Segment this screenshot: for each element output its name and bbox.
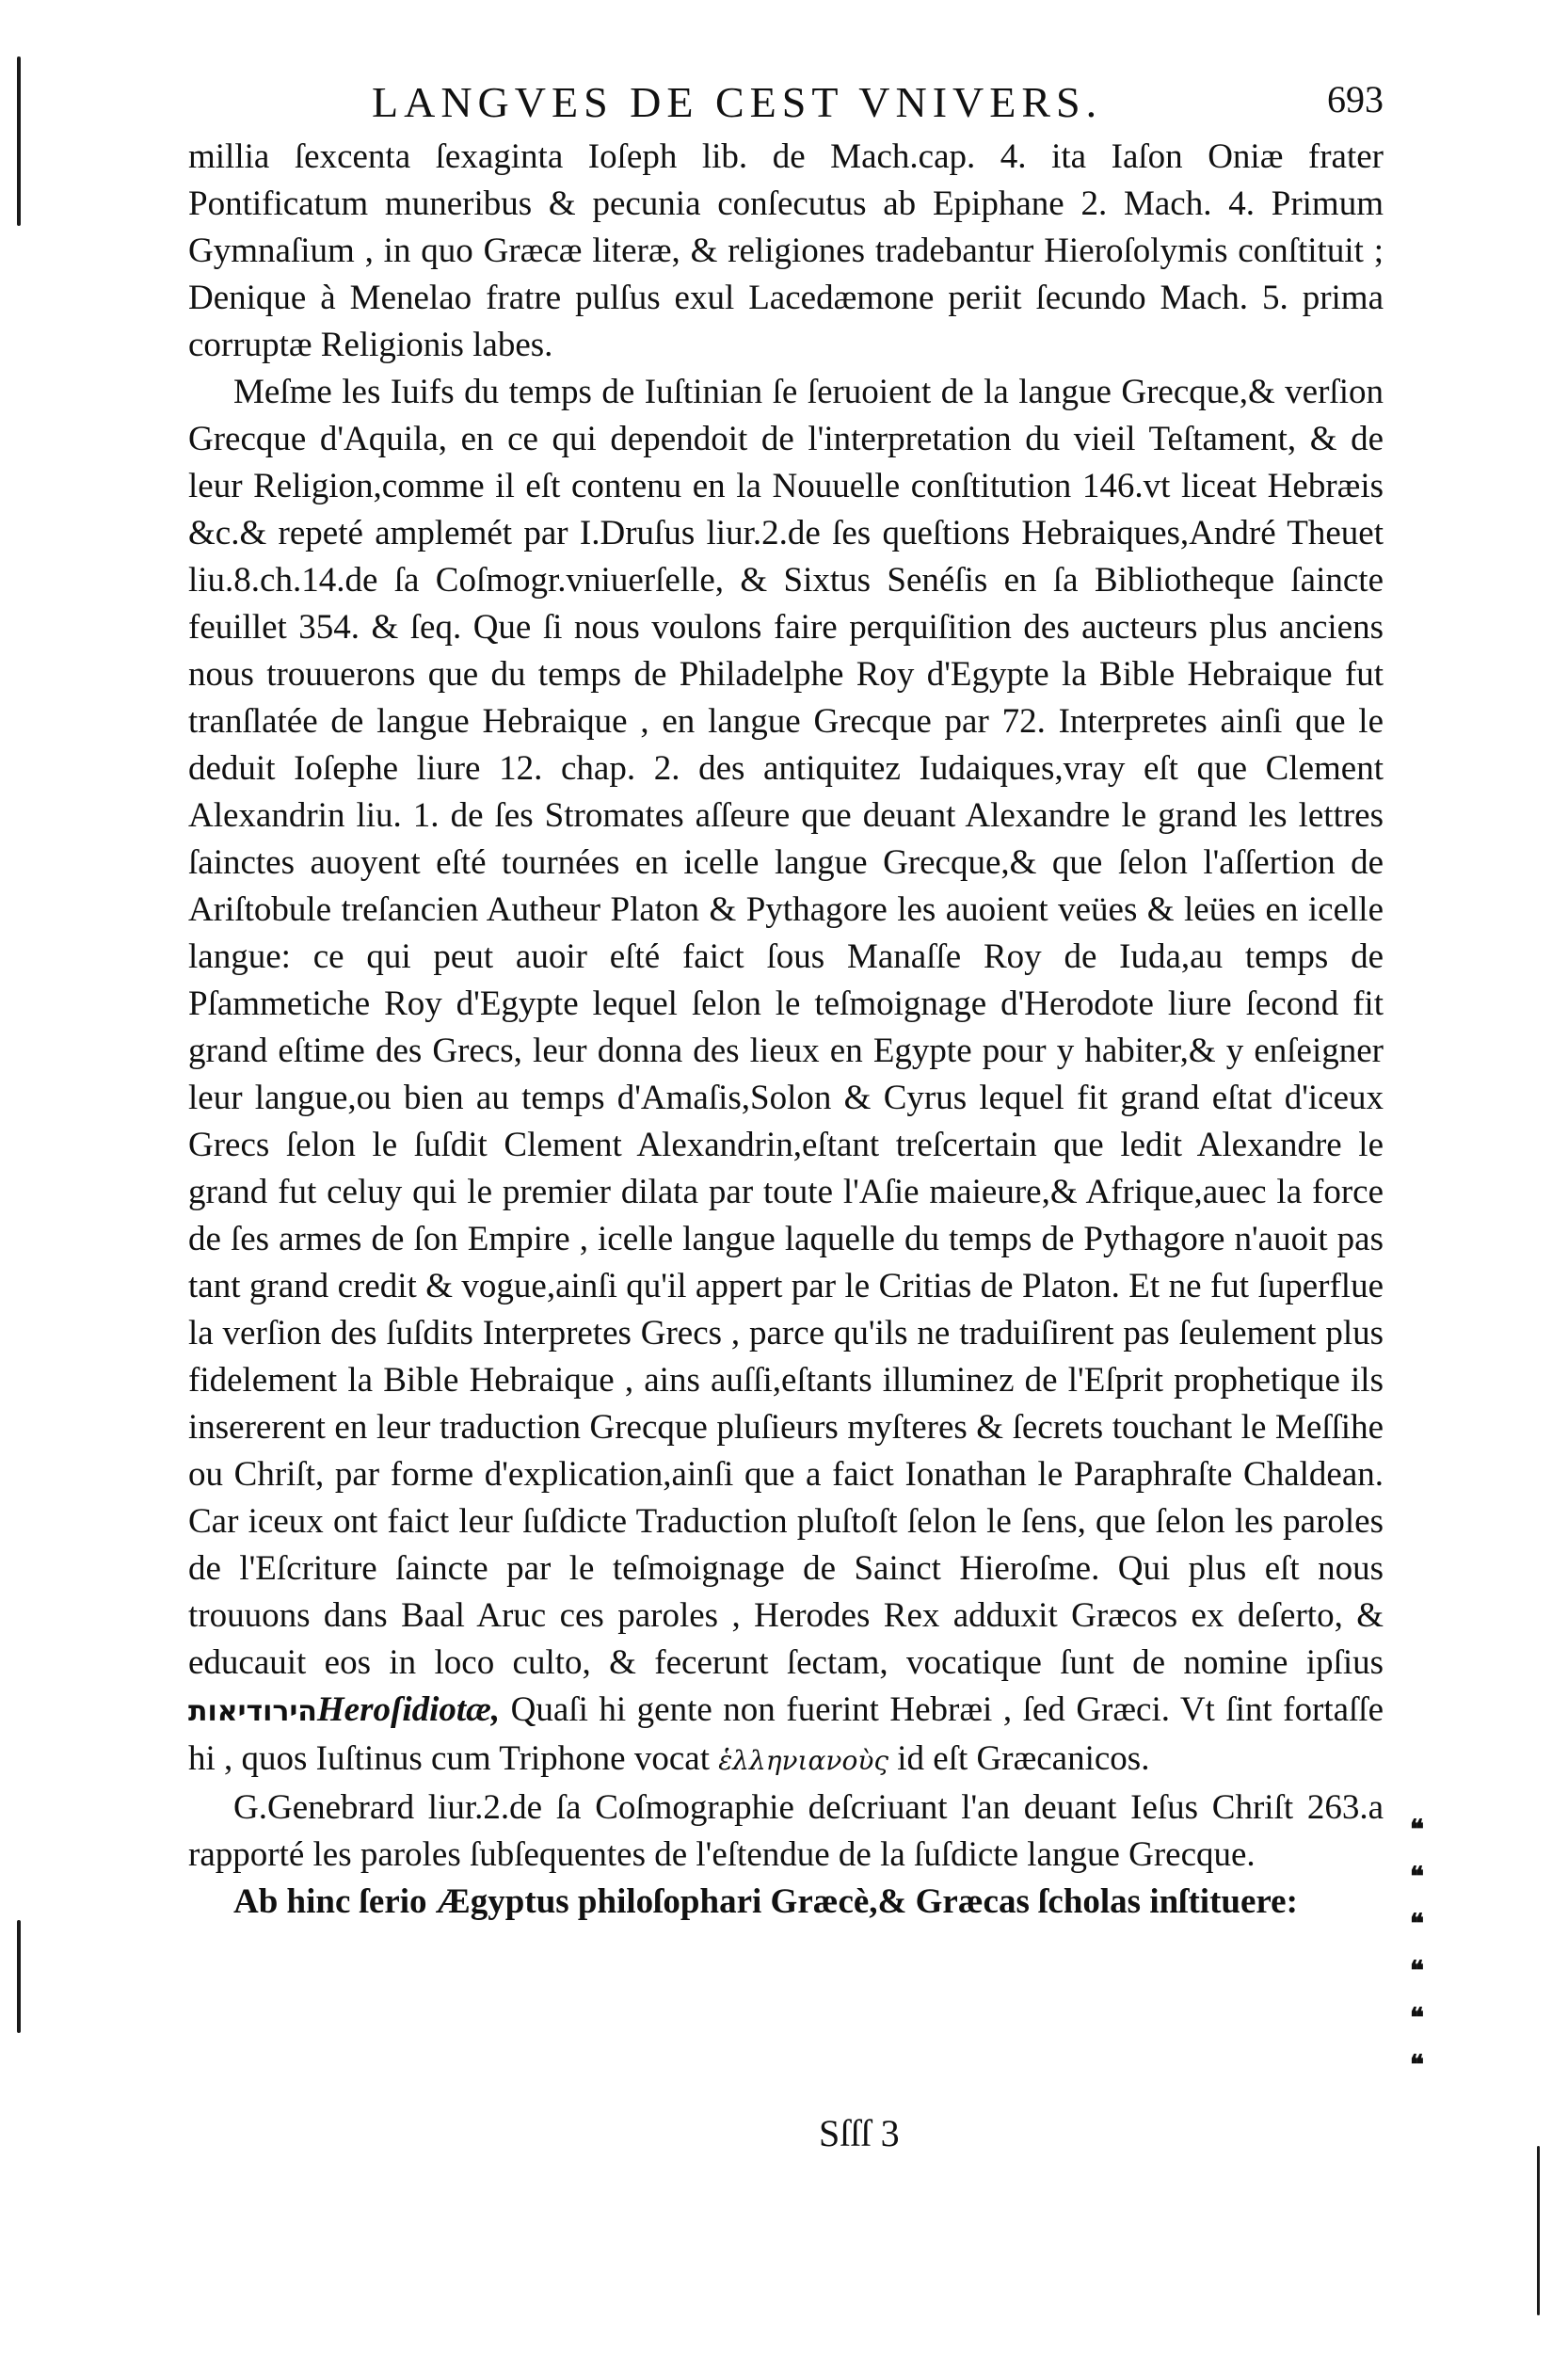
quote-mark: ❝	[1410, 1910, 1425, 1939]
book-page	[188, 66, 1425, 2080]
quote-part-c: id eſt Græcanicos.	[897, 1739, 1150, 1778]
paragraph-maccabees: millia ſexcenta ſexaginta Ioſeph lib. de Mach.cap. 4. ita Iaſon Oniæ frater Pontificatum muneribus & pecunia conſecutus ab Epiphane 2. Mach. 4. Primum Gymnaſium , in quo Græcæ literæ, & religiones tradebantur Hieroſolymis conſtituit ; Denique à Menelao fratre pulſus exul Lacedæmone periit ſecundo Mach. 5. prima corruptæ Religionis labes.	[188, 137, 1384, 364]
page-number: 693	[1327, 78, 1384, 120]
scan-edge-top-left	[17, 56, 21, 226]
quote-marks	[1410, 1807, 1438, 2089]
quote-mark: ❝	[1410, 2004, 1425, 2033]
quote-part-a: Herodes Rex adduxit Græcos ex deſerto, & educauit eos in loco culto, & fecerunt ſectam, vocatique ſunt de nomine ipſius	[188, 1596, 1384, 1682]
quote-lead: Qui plus eſt nous trouuons dans Baal Aruc ces paroles ,	[188, 1549, 1384, 1635]
paragraph-genebrard: G.Genebrard liur.2.de ſa Coſmographie deſcriuant l'an deuant Ieſus Chriſt 263.a rapporté les paroles ſubſequentes de l'eſtendue de la ſuſdicte langue Grecque.	[188, 1788, 1384, 1874]
body-text	[188, 134, 1384, 1926]
scan-edge-bottom-right	[1537, 2146, 1540, 2315]
paragraph-greek-language	[188, 369, 1384, 1785]
page-header	[188, 66, 1384, 134]
quote-part-b: Quaſi hi gente non fuerint Hebræi , ſed Græci. Vt ſint fortaſſe hi , quos Iuſtinus cum Triphone vocat	[188, 1690, 1384, 1778]
greek-word: ἑλληνιανοὺς	[718, 1745, 889, 1776]
hebrew-word: הירודיאות	[188, 1695, 317, 1728]
paragraph-ab-hinc: Ab hinc ſerio Ægyptus philoſophari Græcè,& Græcas ſcholas inſtituere:	[233, 1882, 1298, 1921]
paragraph-greek-language-text: Meſme les Iuifs du temps de Iuſtinian ſe ſeruoient de la langue Grecque,& verſion Grecque d'Aquila, en ce qui dependoit de l'interpretation du vieil Teſtament, & de leur Religion,comme il eſt contenu en la Nouuelle conſtitution 146.vt liceat Hebræis &c.& repeté amplemét par I.Druſus liur.2.de ſes queſtions Hebraiques,André Theuet liu.8.ch.14.de ſa Coſmogr.vniuerſelle, & Sixtus Senéſis en ſa Bibliotheque ſaincte feuillet 354. & ſeq. Que ſi nous voulons faire perquiſition des aucteurs plus anciens nous trouuerons que du temps de Philadelphe Roy d'Egypte la Bible Hebraique fut tranſlatée de langue Hebraique , en langue Grecque par 72. Interpretes ainſi que le deduit Ioſephe liure 12. chap. 2. des antiquitez Iudaiques,vray eſt que Clement Alexandrin liu. 1. de ſes Stromates aſſeure que deuant Alexandre le grand les lettres ſainctes auoyent eſté tournées en icelle langue Grecque,& que ſelon l'aſſertion de Ariſtobule treſancien Autheur Platon & Pythagore les auoient veües & leües en icelle langue: ce qui peut auoir eſté faict ſous Manaſſe Roy de Iuda,au temps de Pſammetiche Roy d'Egypte lequel ſelon le teſmoignage d'Herodote liure ſecond fit grand eſtime des Grecs, leur donna des lieux en Egypte pour y habiter,& y enſeigner leur langue,ou bien au temps d'Amaſis,Solon & Cyrus lequel fit grand eſtat d'iceux Grecs ſelon le ſuſdit Clement Alexandrin,eſtant treſcertain que ledit Alexandre le grand fut celuy qui le premier dilata par toute l'Aſie maieure,& Afrique,auec la force de ſes armes de ſon Empire , icelle langue laquelle du temps de Pythagore n'auoit pas tant grand credit & vogue,ainſi qu'il appert par le Critias de Platon. Et ne fut ſuperflue la verſion des ſuſdits Interpretes Grecs , parce qu'ils ne traduiſirent pas ſeulement plus fidelement la Bible Hebraique , ains auſſi,eſtants illuminez de l'Eſprit prophetique ils insererent en leur traduction Grecque pluſieurs myſteres & ſecrets touchant le Meſſihe ou Chriſt, par forme d'explication,ainſi que a faict Ionathan le Paraphraſte Chaldean. Car iceux ont faict leur ſuſdicte Traduction pluſtoſt ſelon le ſens, que ſelon les paroles de l'Eſcriture ſaincte par le teſmoignage de Sainct Hieroſme.	[188, 373, 1384, 1588]
italic-word: Heroſidiotæ,	[316, 1690, 501, 1729]
signature-mark: Sſſſ 3	[819, 2112, 900, 2154]
scan-edge-bottom-left	[17, 1920, 21, 2033]
quote-mark: ❝	[1410, 1816, 1425, 1845]
quote-mark: ❝	[1410, 2051, 1425, 2080]
quote-mark: ❝	[1410, 1957, 1425, 1986]
quote-mark: ❝	[1410, 1863, 1425, 1892]
running-head: LANGVES DE CEST VNIVERS.	[372, 78, 1103, 126]
